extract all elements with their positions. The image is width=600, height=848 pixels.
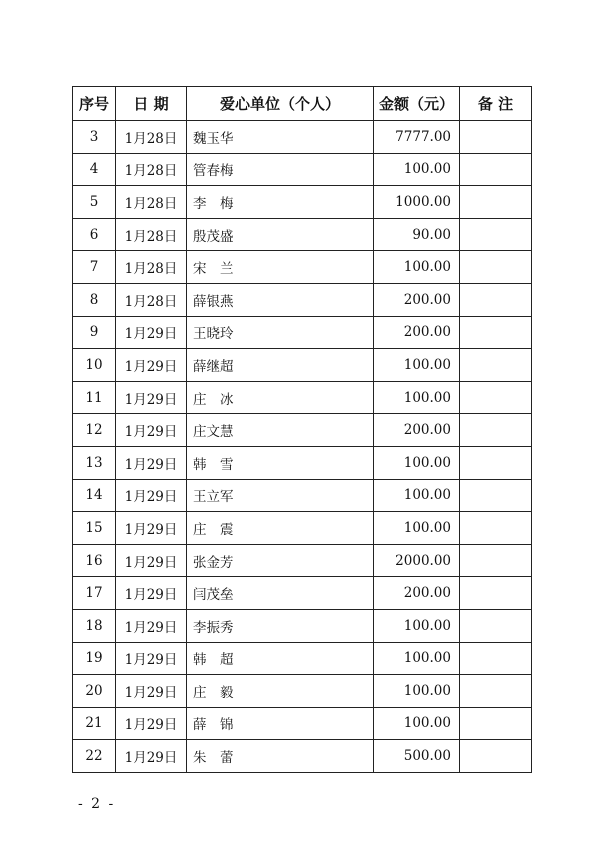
remark <box>460 446 532 479</box>
remark <box>460 740 532 773</box>
table-row <box>73 479 532 512</box>
donor-name: 王晓玲 <box>187 316 374 349</box>
donor-name: 韩 超 <box>187 642 374 675</box>
table-row <box>73 675 532 708</box>
donation-amount: 100.00 <box>374 675 460 708</box>
table-row <box>73 642 532 675</box>
donation-amount: 100.00 <box>374 446 460 479</box>
donation-amount: 90.00 <box>374 218 460 251</box>
remark <box>460 642 532 675</box>
donor-name: 宋 兰 <box>187 251 374 284</box>
table-row <box>73 349 532 382</box>
donor-name: 庄文慧 <box>187 414 374 447</box>
table-row <box>73 218 532 251</box>
donation-amount: 200.00 <box>374 316 460 349</box>
donor-name: 朱 蕾 <box>187 740 374 773</box>
donor-name: 薛继超 <box>187 349 374 382</box>
donation-table <box>72 86 532 773</box>
table-row <box>73 740 532 773</box>
remark <box>460 251 532 284</box>
table-header-row <box>73 87 532 121</box>
row-number: 8 <box>73 283 116 316</box>
donation-date: 1月29日 <box>116 609 187 642</box>
row-number: 6 <box>73 218 116 251</box>
remark <box>460 153 532 186</box>
donation-date: 1月29日 <box>116 544 187 577</box>
remark <box>460 707 532 740</box>
row-number: 22 <box>73 740 116 773</box>
remark <box>460 544 532 577</box>
table-row <box>73 251 532 284</box>
header-donor: 爱心单位（个人） <box>187 87 374 121</box>
table-row <box>73 609 532 642</box>
row-number: 10 <box>73 349 116 382</box>
row-number: 14 <box>73 479 116 512</box>
donation-amount: 100.00 <box>374 609 460 642</box>
row-number: 3 <box>73 121 116 154</box>
table-row <box>73 707 532 740</box>
row-number: 15 <box>73 512 116 545</box>
table-row <box>73 381 532 414</box>
donation-date: 1月28日 <box>116 283 187 316</box>
table-body <box>73 121 532 773</box>
donor-name: 殷茂盛 <box>187 218 374 251</box>
header-date: 日 期 <box>116 87 187 121</box>
row-number: 16 <box>73 544 116 577</box>
donation-amount: 100.00 <box>374 642 460 675</box>
remark <box>460 414 532 447</box>
header-note: 备 注 <box>460 87 532 121</box>
header-no: 序号 <box>73 87 116 121</box>
donor-name: 庄 冰 <box>187 381 374 414</box>
remark <box>460 316 532 349</box>
donation-date: 1月29日 <box>116 707 187 740</box>
remark <box>460 609 532 642</box>
donation-amount: 100.00 <box>374 349 460 382</box>
table-row <box>73 577 532 610</box>
donation-date: 1月28日 <box>116 251 187 284</box>
remark <box>460 479 532 512</box>
row-number: 20 <box>73 675 116 708</box>
donation-date: 1月28日 <box>116 121 187 154</box>
page-number: - 2 - <box>78 796 116 812</box>
header-amount: 金额（元） <box>374 87 460 121</box>
row-number: 4 <box>73 153 116 186</box>
donor-name: 闫茂垒 <box>187 577 374 610</box>
row-number: 13 <box>73 446 116 479</box>
table-row <box>73 153 532 186</box>
donation-date: 1月28日 <box>116 218 187 251</box>
table-row <box>73 121 532 154</box>
donation-amount: 100.00 <box>374 251 460 284</box>
donation-amount: 200.00 <box>374 283 460 316</box>
donation-date: 1月29日 <box>116 349 187 382</box>
donation-date: 1月29日 <box>116 512 187 545</box>
row-number: 7 <box>73 251 116 284</box>
row-number: 12 <box>73 414 116 447</box>
donation-date: 1月29日 <box>116 479 187 512</box>
donation-amount: 100.00 <box>374 512 460 545</box>
table-row <box>73 414 532 447</box>
donation-amount: 7777.00 <box>374 121 460 154</box>
donation-date: 1月29日 <box>116 577 187 610</box>
donor-name: 管春梅 <box>187 153 374 186</box>
donation-date: 1月28日 <box>116 153 187 186</box>
donation-date: 1月28日 <box>116 186 187 219</box>
row-number: 19 <box>73 642 116 675</box>
donor-name: 薛银燕 <box>187 283 374 316</box>
donation-amount: 1000.00 <box>374 186 460 219</box>
remark <box>460 283 532 316</box>
row-number: 11 <box>73 381 116 414</box>
donor-name: 李 梅 <box>187 186 374 219</box>
donor-name: 张金芳 <box>187 544 374 577</box>
donation-amount: 2000.00 <box>374 544 460 577</box>
donor-name: 李振秀 <box>187 609 374 642</box>
donation-date: 1月29日 <box>116 740 187 773</box>
row-number: 18 <box>73 609 116 642</box>
donation-date: 1月29日 <box>116 642 187 675</box>
table-row <box>73 316 532 349</box>
remark <box>460 675 532 708</box>
table-row <box>73 186 532 219</box>
remark <box>460 577 532 610</box>
table-row <box>73 544 532 577</box>
table-row <box>73 283 532 316</box>
donation-amount: 100.00 <box>374 707 460 740</box>
row-number: 17 <box>73 577 116 610</box>
donation-amount: 200.00 <box>374 414 460 447</box>
donor-name: 庄 震 <box>187 512 374 545</box>
donation-amount: 100.00 <box>374 381 460 414</box>
remark <box>460 218 532 251</box>
donation-date: 1月29日 <box>116 316 187 349</box>
remark <box>460 512 532 545</box>
donation-date: 1月29日 <box>116 381 187 414</box>
remark <box>460 381 532 414</box>
remark <box>460 121 532 154</box>
row-number: 21 <box>73 707 116 740</box>
row-number: 9 <box>73 316 116 349</box>
row-number: 5 <box>73 186 116 219</box>
donation-amount: 200.00 <box>374 577 460 610</box>
table-row <box>73 446 532 479</box>
donation-amount: 500.00 <box>374 740 460 773</box>
table-row <box>73 512 532 545</box>
remark <box>460 186 532 219</box>
donor-name: 薛 锦 <box>187 707 374 740</box>
donor-name: 王立军 <box>187 479 374 512</box>
donation-amount: 100.00 <box>374 153 460 186</box>
donor-name: 韩 雪 <box>187 446 374 479</box>
donor-name: 庄 毅 <box>187 675 374 708</box>
donor-name: 魏玉华 <box>187 121 374 154</box>
donation-date: 1月29日 <box>116 446 187 479</box>
donation-date: 1月29日 <box>116 675 187 708</box>
remark <box>460 349 532 382</box>
donation-amount: 100.00 <box>374 479 460 512</box>
donation-date: 1月29日 <box>116 414 187 447</box>
